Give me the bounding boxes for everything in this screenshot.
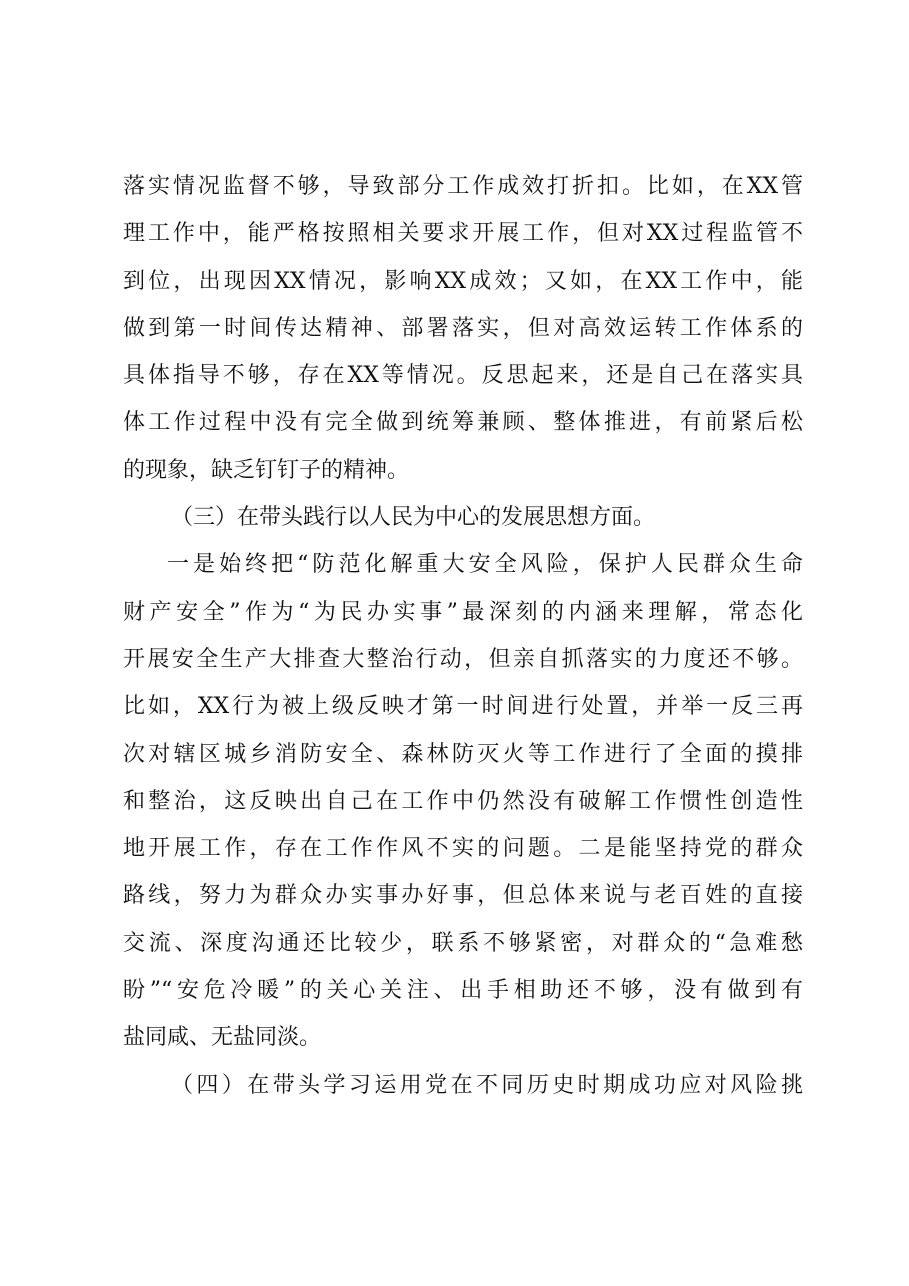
paragraph-line: 盼”“安危冷暖”的关心关注、出手相助还不够，没有做到有 bbox=[123, 978, 803, 1004]
paragraph-line: 地开展工作，存在工作作风不实的问题。二是能坚持党的群众 bbox=[123, 836, 803, 862]
paragraph-line: 具体指导不够，存在XX等情况。反思起来，还是自己在落实具 bbox=[123, 363, 803, 389]
paragraph-line: 理工作中，能严格按照相关要求开展工作，但对XX过程监管不 bbox=[123, 221, 803, 247]
paragraph-line: 一是始终把“防范化解重大安全风险，保护人民群众生命 bbox=[167, 552, 803, 578]
paragraph-line: 路线，努力为群众办实事办好事，但总体来说与老百姓的直接 bbox=[123, 883, 803, 909]
paragraph-line: 到位，出现因XX情况，影响XX成效；又如，在XX工作中，能 bbox=[123, 268, 803, 294]
paragraph-line: 交流、深度沟通还比较少，联系不够紧密，对群众的“急难愁 bbox=[123, 930, 803, 956]
section-heading-3: （三）在带头践行以人民为中心的发展思想方面。 bbox=[171, 505, 656, 531]
paragraph-line: 落实情况监督不够，导致部分工作成效打折扣。比如，在XX管 bbox=[123, 174, 803, 199]
paragraph-line: 次对辖区城乡消防安全、森林防灭火等工作进行了全面的摸排 bbox=[123, 741, 803, 767]
paragraph-line: 比如，XX行为被上级反映才第一时间进行处置，并举一反三再 bbox=[123, 694, 803, 720]
paragraph-line: 财产安全”作为“为民办实事”最深刻的内涵来理解，常态化 bbox=[123, 599, 803, 625]
paragraph-line: 的现象，缺乏钉钉子的精神。 bbox=[123, 457, 410, 483]
section-heading-4: （四）在带头学习运用党在不同历史时期成功应对风险挑 bbox=[171, 1072, 803, 1098]
paragraph-line: 体工作过程中没有完全做到统筹兼顾、整体推进，有前紧后松 bbox=[123, 410, 803, 436]
paragraph-line: 盐同咸、无盐同淡。 bbox=[123, 1025, 322, 1051]
paragraph-line: 和整治，这反映出自己在工作中仍然没有破解工作惯性创造性 bbox=[123, 788, 803, 814]
paragraph-line: 做到第一时间传达精神、部署落实，但对高效运转工作体系的 bbox=[123, 315, 803, 341]
paragraph-line: 开展安全生产大排查大整治行动，但亲自抓落实的力度还不够。 bbox=[123, 646, 803, 672]
document-body bbox=[123, 163, 803, 1109]
